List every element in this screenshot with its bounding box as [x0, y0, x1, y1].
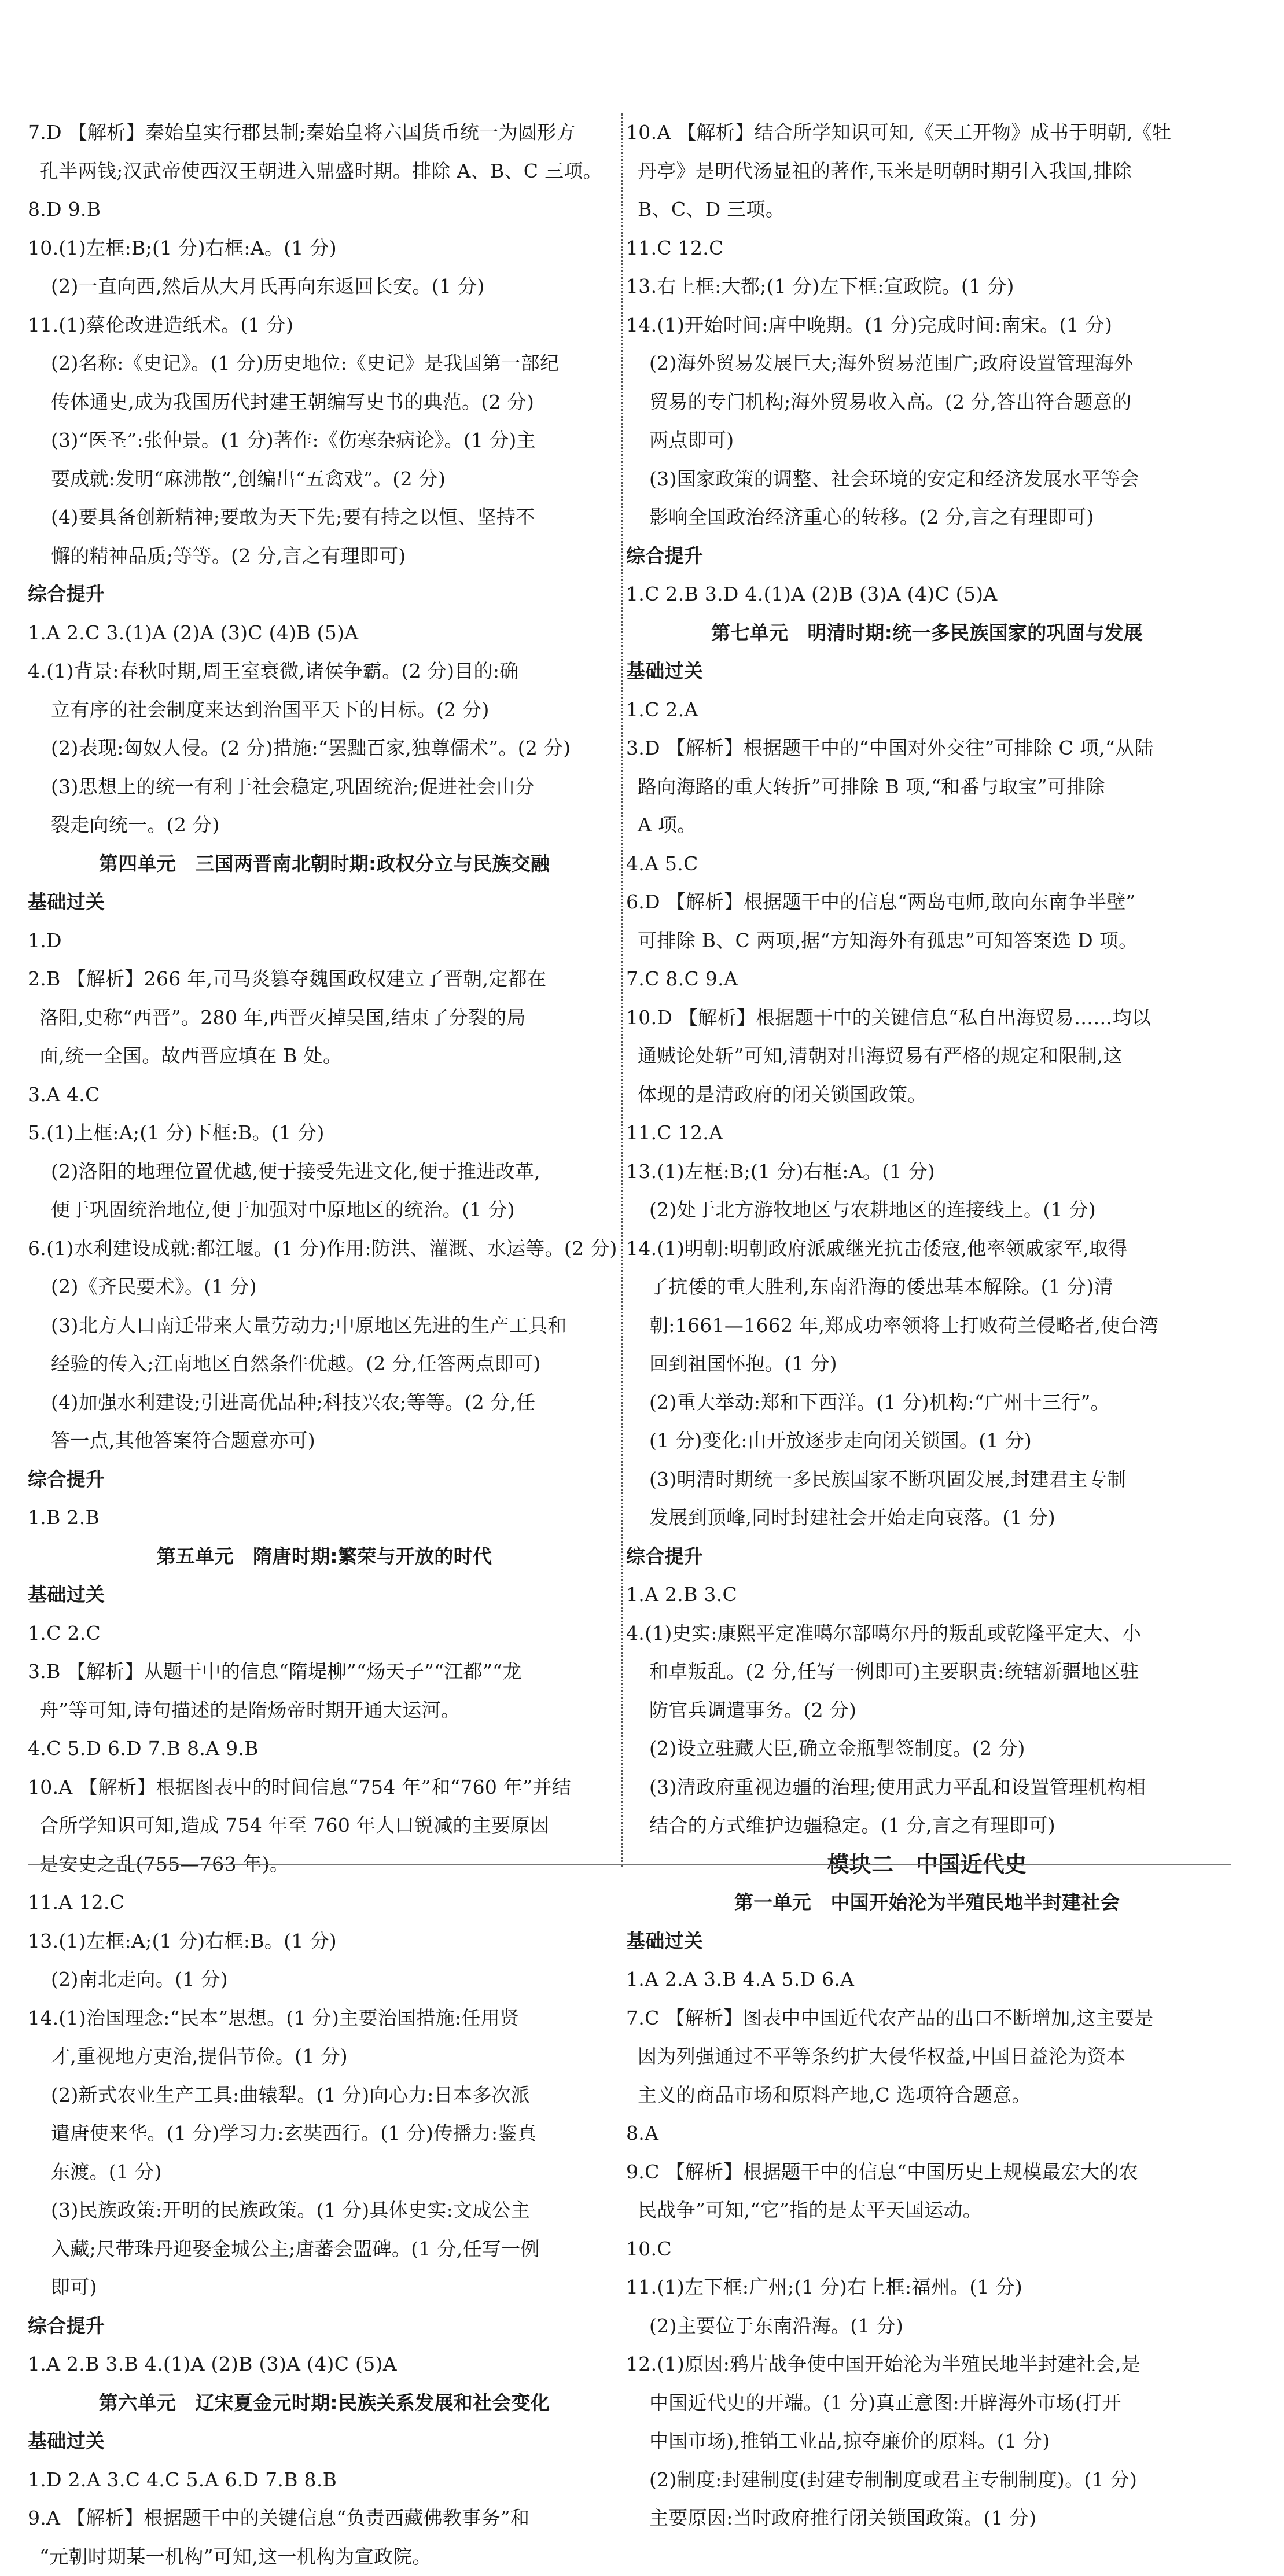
answer-subline: (2)新式农业生产工具:曲辕犁。(1 分)向心力:日本多次派 — [28, 2076, 621, 2115]
answer-subline: (3)民族政策:开明的民族政策。(1 分)具体史实:文成公主 — [28, 2191, 621, 2230]
answer-line: 1.A 2.B 3.B 4.(1)A (2)B (3)A (4)C (5)A — [28, 2345, 621, 2384]
answer-continuation: 主义的商品市场和原料产地,C 选项符合题意。 — [626, 2076, 1228, 2115]
answer-subline: (3)国家政策的调整、社会环境的安定和经济发展水平等会 — [626, 460, 1228, 499]
answer-subline: (1 分)变化:由开放逐步走向闭关锁国。(1 分) — [626, 1422, 1228, 1460]
section-heading: 基础过关 — [28, 2422, 621, 2461]
answer-line: 4.(1)背景:春秋时期,周王室衰微,诸侯争霸。(2 分)目的:确 — [28, 652, 621, 691]
answer-subline: 了抗倭的重大胜利,东南沿海的倭患基本解除。(1 分)清 — [626, 1268, 1228, 1307]
answer-line: 7.D 【解析】秦始皇实行郡县制;秦始皇将六国货币统一为圆形方 — [28, 113, 621, 152]
section-heading: 综合提升 — [28, 1460, 621, 1499]
answer-subline: 东渡。(1 分) — [28, 2153, 621, 2192]
answer-line: 14.(1)治国理念:“民本”思想。(1 分)主要治国措施:任用贤 — [28, 1999, 621, 2038]
answer-continuation: A 项。 — [626, 806, 1228, 845]
answer-subline: 回到祖国怀抱。(1 分) — [626, 1345, 1228, 1383]
answer-line: 1.A 2.B 3.C — [626, 1576, 1228, 1614]
answer-subline: 裂走向统一。(2 分) — [28, 806, 621, 845]
answer-continuation: 丹亭》是明代汤显祖的著作,玉米是明朝时期引入我国,排除 — [626, 152, 1228, 191]
module-heading: 模块二 中国近代史 — [626, 1845, 1228, 1884]
answer-continuation: 合所学知识可知,造成 754 年至 760 年人口锐减的主要原因 — [28, 1806, 621, 1845]
answer-line: 14.(1)明朝:明朝政府派戚继光抗击倭寇,他率领戚家军,取得 — [626, 1230, 1228, 1268]
section-heading: 基础过关 — [626, 652, 1228, 691]
answer-subline: 传体通史,成为我国历代封建王朝编写史书的典范。(2 分) — [28, 383, 621, 422]
answer-subline: 中国市场),推销工业品,掠夺廉价的原料。(1 分) — [626, 2422, 1228, 2461]
answer-line: 8.D 9.B — [28, 190, 621, 229]
answer-line: 4.A 5.C — [626, 845, 1228, 884]
answer-subline: (2)重大举动:郑和下西洋。(1 分)机构:“广州十三行”。 — [626, 1383, 1228, 1422]
answer-continuation: 孔半两钱;汉武帝使西汉王朝进入鼎盛时期。排除 A、B、C 三项。 — [28, 152, 621, 191]
answer-continuation: 是安史之乱(755—763 年)。 — [28, 1845, 621, 1884]
answer-subline: (3)明清时期统一多民族国家不断巩固发展,封建君主专制 — [626, 1460, 1228, 1499]
section-heading: 综合提升 — [28, 575, 621, 614]
answer-line: 13.右上框:大都;(1 分)左下框:宣政院。(1 分) — [626, 267, 1228, 306]
answer-line: 11.C 12.C — [626, 229, 1228, 268]
section-heading: 基础过关 — [28, 883, 621, 922]
answer-subline: 朝:1661—1662 年,郑成功率领将士打败荷兰侵略者,使台湾 — [626, 1307, 1228, 1345]
answer-line: 6.(1)水利建设成就:都江堰。(1 分)作用:防洪、灌溉、水运等。(2 分) — [28, 1230, 621, 1268]
answer-line: 1.C 2.C — [28, 1614, 621, 1653]
answer-line: 3.D 【解析】根据题干中的“中国对外交往”可排除 C 项,“从陆 — [626, 729, 1228, 768]
answer-continuation: 路向海路的重大转折”可排除 B 项,“和番与取宝”可排除 — [626, 768, 1228, 807]
answer-line: 4.C 5.D 6.D 7.B 8.A 9.B — [28, 1729, 621, 1768]
answer-line: 11.A 12.C — [28, 1883, 621, 1922]
answer-subline: 才,重视地方吏治,提倡节俭。(1 分) — [28, 2037, 621, 2076]
left-column — [28, 113, 621, 2576]
column-divider — [621, 113, 625, 1867]
answer-subline: (3)北方人口南迁带来大量劳动力;中原地区先进的生产工具和 — [28, 1307, 621, 1345]
answer-line: 10.(1)左框:B;(1 分)右框:A。(1 分) — [28, 229, 621, 268]
answer-subline: 结合的方式维护边疆稳定。(1 分,言之有理即可) — [626, 1806, 1228, 1845]
answer-continuation: 可排除 B、C 两项,据“方知海外有孤忠”可知答案选 D 项。 — [626, 922, 1228, 961]
answer-continuation: 因为列强通过不平等条约扩大侵华权益,中国日益沦为资本 — [626, 2037, 1228, 2076]
answer-continuation: 民战争”可知,“它”指的是太平天国运动。 — [626, 2191, 1228, 2230]
answer-continuation: 洛阳,史称“西晋”。280 年,西晋灭掉吴国,结束了分裂的局 — [28, 999, 621, 1037]
answer-subline: 和卓叛乱。(2 分,任写一例即可)主要职责:统辖新疆地区驻 — [626, 1653, 1228, 1691]
answer-subline: (2)海外贸易发展巨大;海外贸易范围广;政府设置管理海外 — [626, 344, 1228, 383]
answer-line: 9.C 【解析】根据题干中的信息“中国历史上规模最宏大的农 — [626, 2153, 1228, 2192]
answer-continuation: 通贼论处斩”可知,清朝对出海贸易有严格的规定和限制,这 — [626, 1037, 1228, 1076]
right-column — [626, 113, 1228, 2538]
unit-heading: 第五单元 隋唐时期:繁荣与开放的时代 — [28, 1537, 621, 1576]
answer-subline: 遣唐使来华。(1 分)学习力:玄奘西行。(1 分)传播力:鉴真 — [28, 2114, 621, 2153]
answer-continuation: 舟”等可知,诗句描述的是隋炀帝时期开通大运河。 — [28, 1691, 621, 1730]
answer-line: 8.A — [626, 2114, 1228, 2153]
answer-line: 1.C 2.A — [626, 691, 1228, 730]
answer-line: 10.A 【解析】根据图表中的时间信息“754 年”和“760 年”并结 — [28, 1768, 621, 1807]
answer-subline: 即可) — [28, 2268, 621, 2307]
answer-subline: 影响全国政治经济重心的转移。(2 分,言之有理即可) — [626, 498, 1228, 537]
answer-line: 1.A 2.A 3.B 4.A 5.D 6.A — [626, 1960, 1228, 1999]
answer-subline: 入藏;尺带珠丹迎娶金城公主;唐蕃会盟碑。(1 分,任写一例 — [28, 2230, 621, 2269]
answer-line: 1.D — [28, 922, 621, 961]
answer-line: 11.(1)左下框:广州;(1 分)右上框:福州。(1 分) — [626, 2268, 1228, 2307]
answer-line: 13.(1)左框:B;(1 分)右框:A。(1 分) — [626, 1153, 1228, 1191]
answer-line: 12.(1)原因:鸦片战争使中国开始沦为半殖民地半封建社会,是 — [626, 2345, 1228, 2384]
answer-subline: 经验的传入;江南地区自然条件优越。(2 分,任答两点即可) — [28, 1345, 621, 1383]
answer-line: 7.C 【解析】图表中中国近代农产品的出口不断增加,这主要是 — [626, 1999, 1228, 2038]
answer-line: 11.C 12.A — [626, 1114, 1228, 1153]
answer-subline: 两点即可) — [626, 421, 1228, 460]
answer-subline: (3)“医圣”:张仲景。(1 分)著作:《伤寒杂病论》。(1 分)主 — [28, 421, 621, 460]
answer-line: 1.A 2.C 3.(1)A (2)A (3)C (4)B (5)A — [28, 614, 621, 653]
answer-line: 10.D 【解析】根据题干中的关键信息“私自出海贸易……均以 — [626, 999, 1228, 1037]
unit-heading: 第六单元 辽宋夏金元时期:民族关系发展和社会变化 — [28, 2384, 621, 2423]
answer-continuation: B、C、D 三项。 — [626, 190, 1228, 229]
answer-subline: 懈的精神品质;等等。(2 分,言之有理即可) — [28, 537, 621, 576]
answer-subline: 防官兵调遣事务。(2 分) — [626, 1691, 1228, 1730]
answer-line: 14.(1)开始时间:唐中晚期。(1 分)完成时间:南宋。(1 分) — [626, 306, 1228, 345]
answer-subline: (2)处于北方游牧地区与农耕地区的连接线上。(1 分) — [626, 1191, 1228, 1230]
answer-subline: 要成就:发明“麻沸散”,创编出“五禽戏”。(2 分) — [28, 460, 621, 499]
answer-subline: 中国近代史的开端。(1 分)真正意图:开辟海外市场(打开 — [626, 2384, 1228, 2423]
answer-subline: (2)主要位于东南沿海。(1 分) — [626, 2307, 1228, 2346]
answer-continuation: 体现的是清政府的闭关锁国政策。 — [626, 1076, 1228, 1114]
answer-line: 10.C — [626, 2230, 1228, 2269]
answer-subline: (3)清政府重视边疆的治理;使用武力平乱和设置管理机构相 — [626, 1768, 1228, 1807]
section-heading: 基础过关 — [28, 1576, 621, 1614]
answer-subline: (2)制度:封建制度(封建专制制度或君主专制制度)。(1 分) — [626, 2461, 1228, 2500]
section-heading: 综合提升 — [626, 1537, 1228, 1576]
answer-line: 1.D 2.A 3.C 4.C 5.A 6.D 7.B 8.B — [28, 2461, 621, 2500]
answer-subline: 发展到顶峰,同时封建社会开始走向衰落。(1 分) — [626, 1499, 1228, 1537]
answer-subline: (2)表现:匈奴人侵。(2 分)措施:“罢黜百家,独尊儒术”。(2 分) — [28, 729, 621, 768]
answer-line: 11.(1)蔡伦改进造纸术。(1 分) — [28, 306, 621, 345]
answer-line: 7.C 8.C 9.A — [626, 960, 1228, 999]
answer-continuation: 面,统一全国。故西晋应填在 B 处。 — [28, 1037, 621, 1076]
answer-subline: 答一点,其他答案符合题意亦可) — [28, 1422, 621, 1460]
answer-line: 3.A 4.C — [28, 1076, 621, 1114]
answer-subline: (2)洛阳的地理位置优越,便于接受先进文化,便于推进改革, — [28, 1153, 621, 1191]
answer-line: 9.A 【解析】根据题干中的关键信息“负责西藏佛教事务”和 — [28, 2499, 621, 2538]
answer-subline: 主要原因:当时政府推行闭关锁国政策。(1 分) — [626, 2499, 1228, 2538]
answer-line: 10.A 【解析】结合所学知识可知,《天工开物》成书于明朝,《牡 — [626, 113, 1228, 152]
answer-subline: (4)要具备创新精神;要敢为天下先;要有持之以恒、坚持不 — [28, 498, 621, 537]
answer-subline: (2)一直向西,然后从大月氏再向东返回长安。(1 分) — [28, 267, 621, 306]
answer-line: 2.B 【解析】266 年,司马炎篡夺魏国政权建立了晋朝,定都在 — [28, 960, 621, 999]
section-heading: 综合提升 — [626, 537, 1228, 576]
answer-line: 5.(1)上框:A;(1 分)下框:B。(1 分) — [28, 1114, 621, 1153]
answer-subline: 立有序的社会制度来达到治国平天下的目标。(2 分) — [28, 691, 621, 730]
answer-line: 4.(1)史实:康熙平定准噶尔部噶尔丹的叛乱或乾隆平定大、小 — [626, 1614, 1228, 1653]
answer-subline: (3)思想上的统一有利于社会稳定,巩固统治;促进社会由分 — [28, 768, 621, 807]
answer-subline: 贸易的专门机构;海外贸易收入高。(2 分,答出符合题意的 — [626, 383, 1228, 422]
answer-line: 13.(1)左框:A;(1 分)右框:B。(1 分) — [28, 1922, 621, 1961]
answer-line: 1.B 2.B — [28, 1499, 621, 1537]
answer-subline: (2)《齐民要术》。(1 分) — [28, 1268, 621, 1307]
answer-subline: (4)加强水利建设;引进高优品种;科技兴农;等等。(2 分,任 — [28, 1383, 621, 1422]
answer-continuation: “元朝时期某一机构”可知,这一机构为宣政院。 — [28, 2538, 621, 2576]
answer-subline: (2)设立驻藏大臣,确立金瓶掣签制度。(2 分) — [626, 1729, 1228, 1768]
answer-subline: (2)名称:《史记》。(1 分)历史地位:《史记》是我国第一部纪 — [28, 344, 621, 383]
section-heading: 基础过关 — [626, 1922, 1228, 1961]
answer-line: 3.B 【解析】从题干中的信息“隋堤柳”“炀天子”“江都”“龙 — [28, 1653, 621, 1691]
unit-heading: 第七单元 明清时期:统一多民族国家的巩固与发展 — [626, 614, 1228, 653]
answer-subline: 便于巩固统治地位,便于加强对中原地区的统治。(1 分) — [28, 1191, 621, 1230]
unit-heading: 第一单元 中国开始沦为半殖民地半封建社会 — [626, 1883, 1228, 1922]
section-heading: 综合提升 — [28, 2307, 621, 2346]
unit-heading: 第四单元 三国两晋南北朝时期:政权分立与民族交融 — [28, 845, 621, 884]
page-bottom-rule — [28, 1864, 1231, 1865]
answer-line: 1.C 2.B 3.D 4.(1)A (2)B (3)A (4)C (5)A — [626, 575, 1228, 614]
answer-subline: (2)南北走向。(1 分) — [28, 1960, 621, 1999]
answer-line: 6.D 【解析】根据题干中的信息“两岛屯师,敢向东南争半壁” — [626, 883, 1228, 922]
